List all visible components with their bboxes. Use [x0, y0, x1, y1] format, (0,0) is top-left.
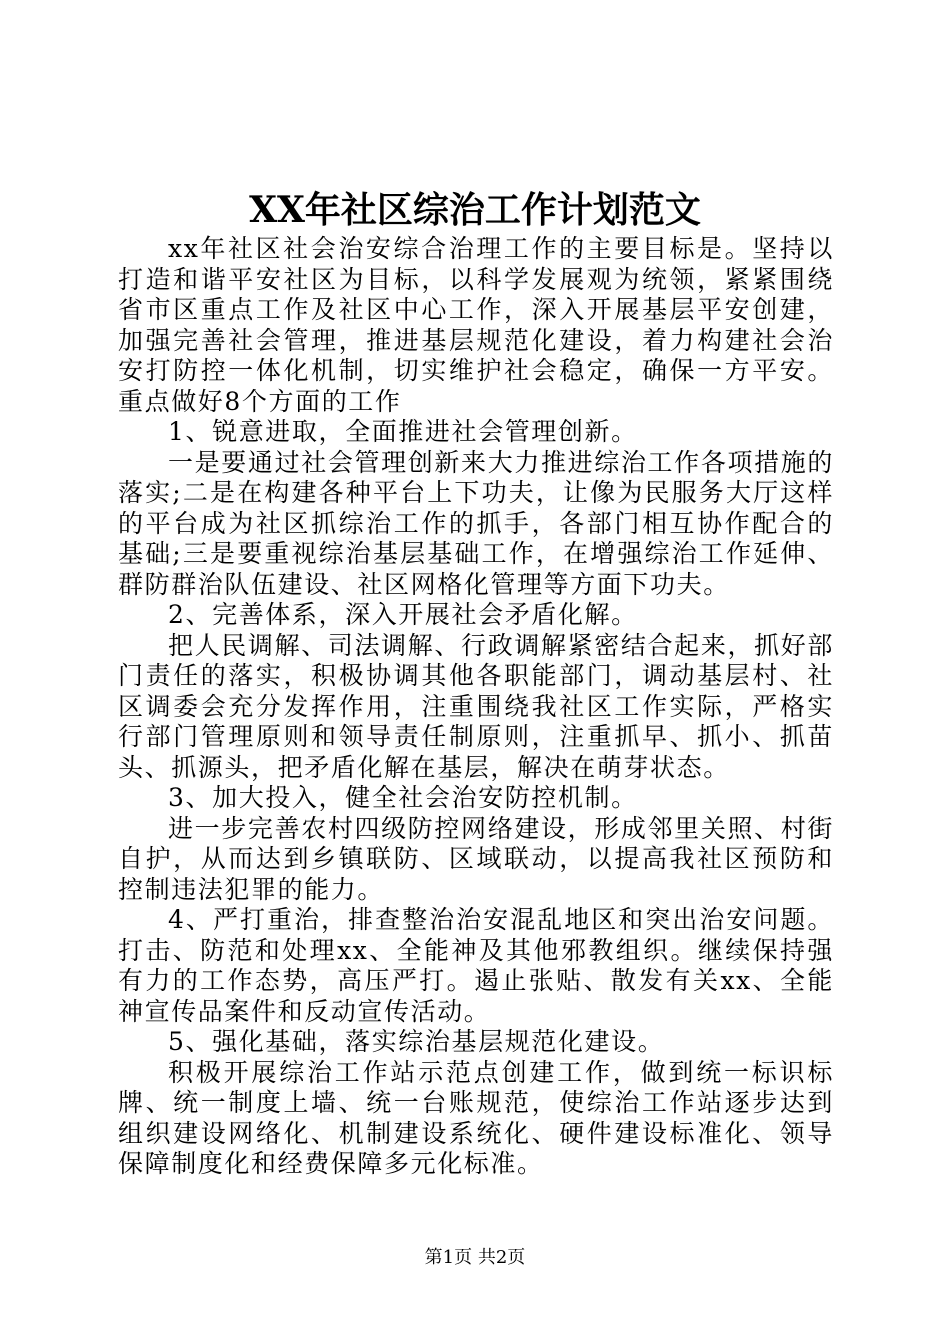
paragraph-item-1: 一是要通过社会管理创新来大力推进综治工作各项措施的落实;二是在构建各种平台上下功夫，让像为民服务大厅这样的平台成为社区抓综治工作的抓手，各部门相互协作配合的基础;三是要重视综治基层基础工作，在增强综治工作延伸、群防群治队伍建设、社区网格化管理等方面下功夫。 — [118, 447, 834, 599]
paragraph-item-2: 把人民调解、司法调解、行政调解紧密结合起来，抓好部门责任的落实，积极协调其他各职能部门，调动基层村、社区调委会充分发挥作用，注重围绕我社区工作实际，严格实行部门管理原则和领导责任制原则，注重抓早、抓小、抓苗头、抓源头，把矛盾化解在基层，解决在萌芽状态。 — [118, 630, 834, 782]
heading-item-1: 1、锐意进取，全面推进社会管理创新。 — [168, 417, 638, 446]
heading-item-5: 5、强化基础，落实综治基层规范化建设。 — [168, 1027, 665, 1056]
paragraph-item-5: 积极开展综治工作站示范点创建工作，做到统一标识标牌、统一制度上墙、统一台账规范，使综治工作站逐步达到组织建设网络化、机制建设系统化、硬件建设标准化、领导保障制度化和经费保障多元化标准。 — [118, 1057, 834, 1178]
heading-item-4: 4、严打重治，排查整治治安混乱地区和突出治安问题。打击、防范和处理xx、全能神及其他邪教组织。继续保持强有力的工作态势，高压严打。遏止张贴、散发有关xx、全能神宣传品案件和反动宣传活动。 — [118, 905, 834, 1026]
document-body — [118, 234, 834, 1180]
paragraph-intro: xx年社区社会治安综合治理工作的主要目标是。坚持以打造和谐平安社区为目标，以科学发展观为统领，紧紧围绕省市区重点工作及社区中心工作，深入开展基层平安创建，加强完善社会管理，推进基层规范化建设，着力构建社会治安打防控一体化机制，切实维护社会稳定，确保一方平安。重点做好8个方面的工作 — [118, 234, 834, 416]
heading-item-2: 2、完善体系，深入开展社会矛盾化解。 — [168, 600, 638, 629]
paragraph-item-3: 进一步完善农村四级防控网络建设，形成邻里关照、村街自护，从而达到乡镇联防、区域联动，以提高我社区预防和控制违法犯罪的能力。 — [118, 813, 834, 904]
heading-item-3: 3、加大投入，健全社会治安防控机制。 — [168, 783, 638, 812]
page-footer: 第1页 共2页 — [424, 1247, 526, 1268]
document-title: XX年社区综治工作计划范文 — [249, 189, 701, 231]
